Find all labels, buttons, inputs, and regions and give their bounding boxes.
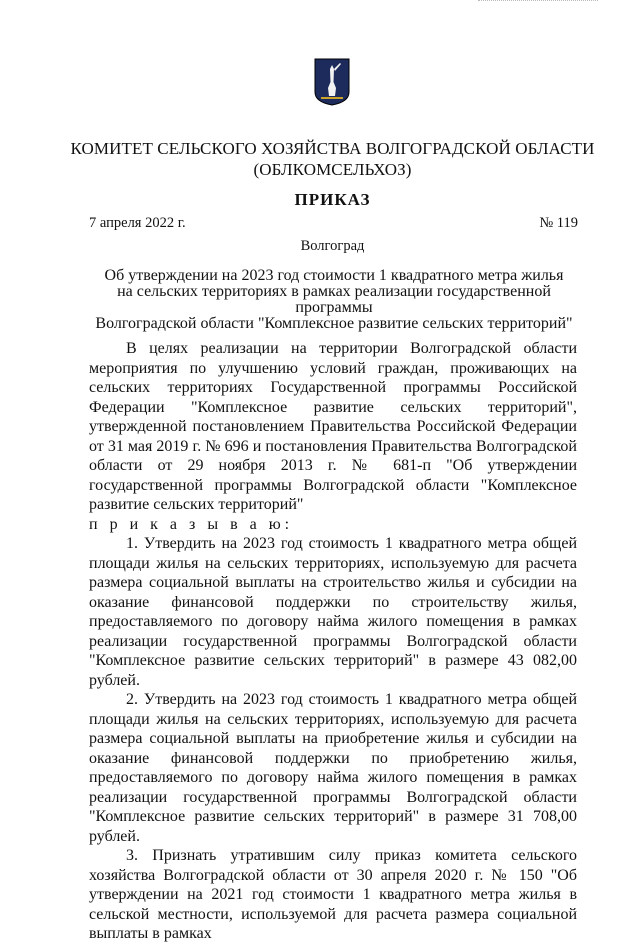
order-item-3: 3. Признать утратившим силу приказ комитета сельского хозяйства Волгоградской области от 30 апреля 2020 г. № 150 "Об утверждении на 2021 год стоимости 1 квадратного метра жилья в сельской местности, используемой для расчета размера социальной выплаты в рамках xyxy=(89,847,577,942)
subject-line2: на сельских территориях в рамках реализации государственной программы xyxy=(117,283,551,316)
order-item-1: 1. Утвердить на 2023 год стоимость 1 квадратного метра общей площади жилья на сельских территориях, используемую для расчета размера социальной выплаты на строительство жилья и субсидии на оказание финансовой поддержки по строительству жилья, предоставляемого по договору найма жилого помещения в рамках реализации государственной программы Волгоградской области "Комплексное развитие сельских территорий" в размере 43 082,00 рублей. xyxy=(89,535,577,689)
document-type-title: ПРИКАЗ xyxy=(294,190,371,209)
org-name-line1: КОМИТЕТ СЕЛЬСКОГО ХОЗЯЙСТВА ВОЛГОГРАДСКОЙ ОБЛАСТИ xyxy=(70,139,595,158)
order-city: Волгоград xyxy=(300,238,365,254)
order-item-2: 2. Утвердить на 2023 год стоимость 1 квадратного метра общей площади жилья на сельских территориях, используемую для расчета размера социальной выплаты на приобретение жилья и субсидии на оказание финансовой поддержки по приобретению жилья, предоставляемого по договору найма жилого помещения в рамках реализации государственной программы Волгоградской области "Комплексное развитие сельских территорий" в размере 31 708,00 рублей. xyxy=(89,691,577,845)
subject-line1: Об утверждении на 2023 год стоимости 1 квадратного метра жилья xyxy=(104,267,564,284)
scan-mark xyxy=(478,0,598,2)
order-date: 7 апреля 2022 г. xyxy=(89,215,186,231)
order-number: № 119 xyxy=(539,215,578,231)
coat-of-arms-icon xyxy=(314,58,350,106)
order-word: п р и к а з ы в а ю: xyxy=(89,515,294,533)
org-name-line2: (ОБЛКОМСЕЛЬХОЗ) xyxy=(253,160,412,179)
subject-line3: Волгоградской области "Комплексное развитие сельских территорий" xyxy=(95,315,573,332)
order-body xyxy=(89,339,577,944)
order-subject xyxy=(85,268,583,332)
preamble-paragraph: В целях реализации на территории Волгоградской области мероприятия по улучшению условий граждан, проживающих на сельских территориях Государственной программы Российской Федерации "Комплексное развитие сельских территорий", утвержденной постановлением Правительства Российской Федерации от 31 мая 2019 г. № 696 и постановления Правительства Волгоградской области от 29 ноября 2013 г. № 681-п "Об утверждении государственной программы Волгоградской области "Комплексное развитие сельских территорий" xyxy=(89,340,577,513)
